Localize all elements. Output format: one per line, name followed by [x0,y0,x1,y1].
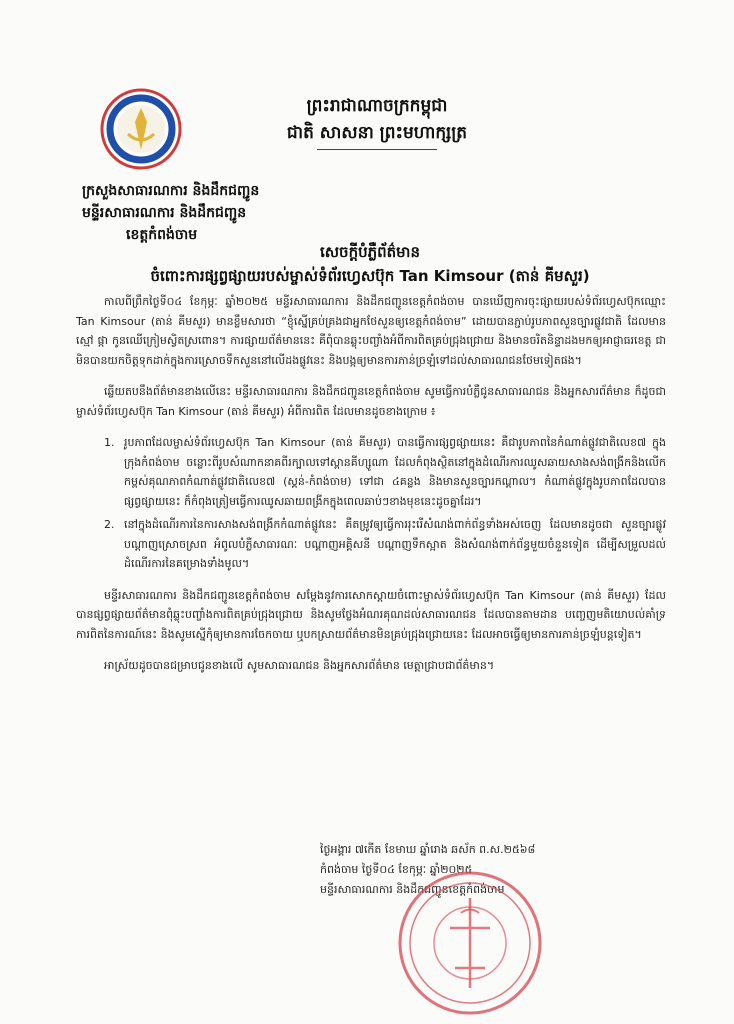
list-item-text: នៅក្នុងដំណើរការនៃការសាងសង់ពង្រីកកំណាត់ផ្លូវនេះ គឺតម្រូវឲ្យធ្វើការរុះរើសំណង់ពាក់ព័ន្ធទាំងអស់ចេញ ដែលមានដូចជា សួនច្បារផ្លូវ បណ្តាញស្រោចស្រព អំពូលបំភ្លឺសាធារណៈ បណ្តាញអគ្គិសនី បណ្តាញទឹកស្អាត និងសំណង់ពាក់ព័ន្ធមួយចំនួនទៀត ដើម្បីសម្រួលដល់ដំណើរការនៃគម្រោងទាំងមូល។ [124,518,666,570]
sender-ministry: ក្រសួងសាធារណការ និងដឹកជញ្ជូន [82,183,260,199]
title-line-1: សេចក្តីបំភ្លឺព័ត៌មាន [320,243,420,261]
kingdom-header [262,93,492,150]
signatory: មន្ទីរសាធារណការ និងដឹកជញ្ជូនខេត្តកំពង់ចាម [320,883,505,896]
kingdom-title: ព្រះរាជាណាចក្រកម្ពុជា [306,96,448,116]
list-item-2 [104,515,666,574]
ministry-logo [100,88,182,170]
document-body [76,292,666,688]
list-number: 2. [104,518,115,531]
paragraph-1: កាលពីព្រឹកថ្ងៃទី០៤ ខែកុម្ភៈ ឆ្នាំ២០២៥ មន្ទីរសាធារណការ និងដឹកជញ្ជូនខេត្តកំពង់ចាម បានឃើញការចុះផ្សាយរបស់ទំព័រហ្វេសប៊ុកឈ្មោះ Tan Kimsour (តាន់ គីមសួរ) មានខ្លឹមសារថា “ខ្ញុំស្នើគ្រប់គ្រងជាអ្នកថែសួនឲ្យខេត្តកំពង់ចាម” ដោយបានភ្ជាប់រូបភាពសួនច្បារផ្លូវជាតិ ដែលមានស្មៅ ផ្កា កូនឈើក្រៀមស្វិតស្រពោន។ ការផ្សាយព័ត៌មាននេះ គឺពុំបានឆ្លុះបញ្ចាំងអំពីការពិតគ្រប់ជ្រុងជ្រោយ និងមានចរិតនិន្ទាដងមកឲ្យអាជ្ញាធរខេត្ត ជាមិនបានយកចិត្តទុកដាក់ក្នុងការស្រោចទឹកសួននៅលើដងផ្លូវនេះ និងបង្កឲ្យមានការភាន់ច្រឡំទៅដល់សាធារណជនថែមទៀតផង។ [76,295,666,367]
header-divider [317,149,437,150]
list-item-1 [104,433,666,511]
document-title [60,240,680,288]
national-motto: ជាតិ សាសនា ព្រះមហាក្សត្រ [286,123,468,143]
paragraph-3: មន្ទីរសាធារណការ និងដឹកជញ្ជូនខេត្តកំពង់ចាម សម្តែងនូវការសោកស្តាយចំពោះម្ចាស់ទំព័រហ្វេសប៊ុក Tan Kimsour (តាន់ គីមសួរ) ដែលបានផ្សព្វផ្សាយព័ត៌មានពុំឆ្លុះបញ្ចាំងការពិតគ្រប់ជ្រុងជ្រោយ និងសូមថ្លែងអំណរគុណដល់សាធារណជន ដែលបានតាមដាន បញ្ចេញមតិយោបល់គាំទ្រការពិតនៃការណ៍នេះ និងសូមស្នើកុំឲ្យមានការចែកចាយ ឬបកស្រាយព័ត៌មានមិនគ្រប់ជ្រុងជ្រោយនេះ ដែលអាចធ្វើឲ្យមានការភាន់ច្រឡំបន្តទៀត។ [76,588,666,641]
title-line-2: ចំពោះការផ្សព្វផ្សាយរបស់ម្ចាស់ទំព័រហ្វេសប៊ុក Tan Kimsour (តាន់ គីមសួរ) [150,267,590,285]
sender-block [82,180,342,246]
paragraph-2: ឆ្លើយតបនឹងព័ត៌មានខាងលើនេះ មន្ទីរសាធារណការ និងដឹកជញ្ជូនខេត្តកំពង់ចាម សូមធ្វើការបំភ្លឺជូនសាធារណជន និងអ្នកសារព័ត៌មាន ក៏ដូចជាម្ចាស់ទំព័រហ្វេសប៊ុក Tan Kimsour (តាន់ គីមសួរ) អំពីការពិត ដែលមានដូចខាងក្រោម ៖ [76,385,666,418]
paragraph-4: អាស្រ័យដូចបានជម្រាបជូនខាងលើ សូមសាធារណជន និងអ្នកសារព័ត៌មាន មេត្តាជ្រាបជាព័ត៌មាន។ [104,659,495,672]
official-seal [395,868,545,1018]
place-date: កំពង់ចាម ថ្ងៃទី០៤ ខែកុម្ភៈ ឆ្នាំ២០២៥ [320,863,473,876]
list-number: 1. [104,436,115,449]
sender-department: មន្ទីរសាធារណការ និងដឹកជញ្ជូន [82,205,247,221]
lunar-date: ថ្ងៃអង្គារ ៧កើត ខែមាឃ ឆ្នាំរោង ឆស័ក ព.ស.២៥៦៨ [320,843,536,856]
list-item-text: រូបភាពដែលម្ចាស់ទំព័រហ្វេសប៊ុក Tan Kimsour (តាន់ គីមសួរ) បានធ្វើការផ្សព្វផ្សាយនេះ គឺជារូបភាពនៃកំណាត់ផ្លូវជាតិលេខ៧ ក្នុងក្រុងកំពង់ចាម ចន្លោះពីរូបសំណាកនាគពីរក្បាលទៅស្ពានគីហ្សូណា ដែលកំពុងស្ថិតនៅក្នុងដំណើរការឈូសឆាយសាងសង់ពង្រីកនិងលើកកម្ពស់គុណភាពកំណាត់ផ្លូវជាតិលេខ៧ (ស្គន់-កំពង់ចាម) ទៅជា ៤គន្លង និងមានសួនច្បារកណ្តាល។ កំណាត់ផ្លូវក្នុងរូបភាពដែលបានផ្សព្វផ្សាយនេះ ក៏កំពុងត្រៀមធ្វើការឈូសឆាយពង្រីកក្នុងពេលឆាប់ៗខាងមុខនេះដូចគ្នាដែរ។ [124,436,666,508]
sender-province: ខេត្តកំពង់ចាម [126,227,198,243]
